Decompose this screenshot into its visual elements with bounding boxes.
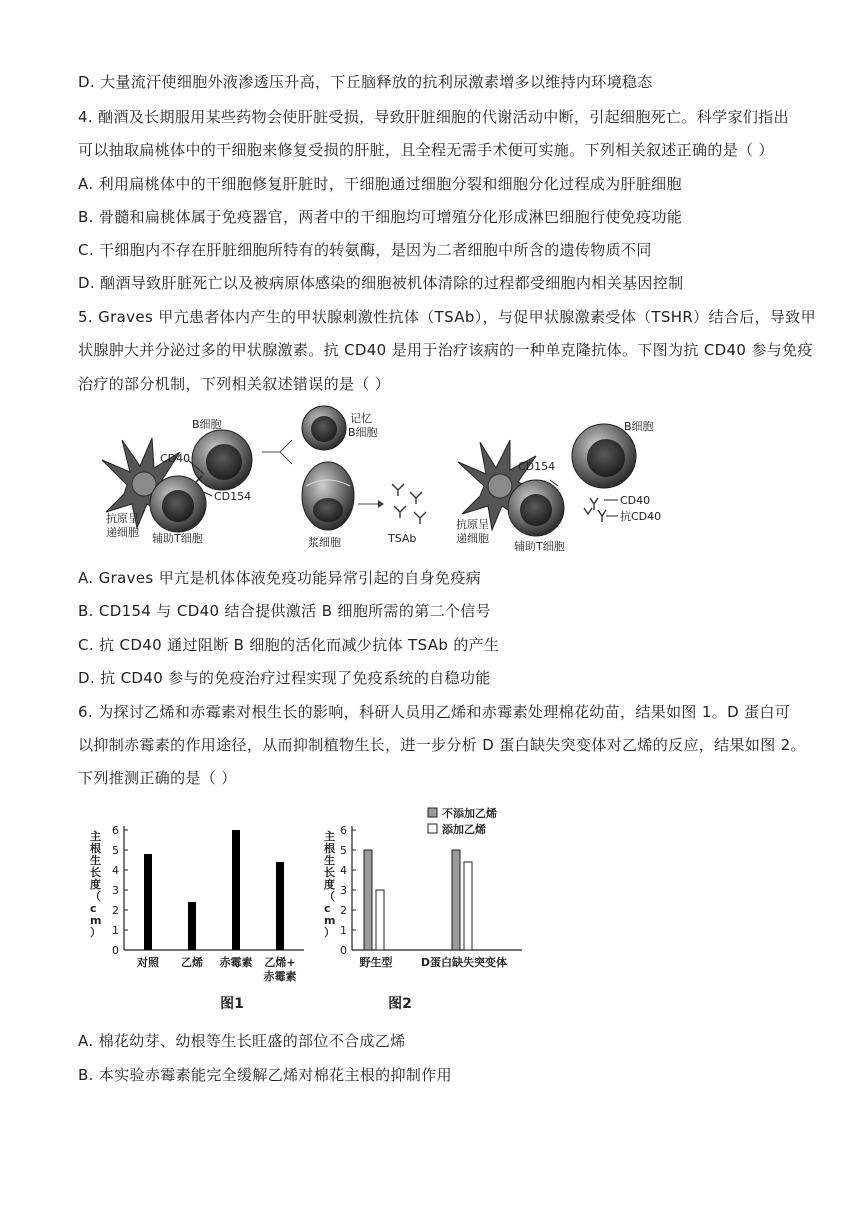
label-b-cell-right: B细胞 xyxy=(624,420,654,433)
q4-option-b: B. 骨髓和扁桃体属于免疫器官，两者中的干细胞均可增殖分化形成淋巴细胞行使免疫功能 xyxy=(78,208,683,226)
immune-mechanism-figure xyxy=(92,400,712,560)
q5-option-a: A. Graves 甲亢是机体体液免疫功能异常引起的自身免疫病 xyxy=(78,569,482,587)
q6-stem-line-3: 下列推测正确的是（ ） xyxy=(78,769,237,787)
fig2-bar xyxy=(376,890,384,950)
fig1-category-label: 赤霉素 xyxy=(219,956,253,969)
q5-option-c: C. 抗 CD40 通过阻断 B 细胞的活化而减少抗体 TSAb 的产生 xyxy=(78,636,500,654)
fig2-category-label: 野生型 xyxy=(359,956,393,969)
helper-t-cell-right xyxy=(508,480,564,536)
fig2-bar xyxy=(464,862,472,950)
label-b-cell: B细胞 xyxy=(192,418,222,431)
helper-t-cell-left xyxy=(150,476,206,532)
fig1-y-tick-label: 5 xyxy=(112,844,119,857)
label-plasma-cell: 浆细胞 xyxy=(308,536,341,549)
q4-option-d: D. 酗酒导致肝脏死亡以及被病原体感染的细胞被机体清除的过程都受细胞内相关基因控制 xyxy=(78,274,684,292)
label-cd154: CD154 xyxy=(214,490,252,503)
differentiation-arrows xyxy=(262,440,292,464)
fig2-legend-label: 添加乙烯 xyxy=(442,823,486,836)
q6-option-b: B. 本实验赤霉素能完全缓解乙烯对棉花主根的抑制作用 xyxy=(78,1066,452,1084)
fig1-bar xyxy=(276,862,284,950)
figure-2-chart xyxy=(318,800,528,1018)
label-memory-line2: B细胞 xyxy=(348,426,378,439)
label-apc-line1: 抗原呈 xyxy=(106,512,139,525)
label-helper-t-right: 辅助T细胞 xyxy=(514,540,565,553)
q6-stem-line-2: 以抑制赤霉素的作用途径，从而抑制植物生长，进一步分析 D 蛋白缺失突变体对乙烯的反应，结果如图 2。 xyxy=(78,736,806,754)
fig1-category-label: 对照 xyxy=(137,956,159,969)
q3-option-d: D. 大量流汗使细胞外液渗透压升高，下丘脑释放的抗利尿激素增多以维持内环境稳态 xyxy=(78,73,653,91)
q5-stem-line-1: 5. Graves 甲亢患者体内产生的甲状腺刺激性抗体（TSAb），与促甲状腺激素受体（TSHR）结合后，导致甲 xyxy=(78,308,816,326)
fig1-bar xyxy=(144,854,152,950)
tsab-antibodies xyxy=(392,484,426,524)
fig2-legend-swatch xyxy=(428,808,437,817)
fig1-bar xyxy=(188,902,196,950)
memory-b-cell xyxy=(302,406,346,450)
fig2-y-tick-label: 3 xyxy=(340,884,347,897)
label-cd40-right: CD40 xyxy=(620,494,651,507)
fig1-bar xyxy=(232,830,240,950)
fig1-category-label: 乙烯+ xyxy=(264,956,296,969)
fig2-y-axis-label: 主根生长度（ c m ） xyxy=(324,830,336,939)
fig2-y-tick-label: 4 xyxy=(340,864,347,877)
q4-option-c: C. 干细胞内不存在肝脏细胞所特有的转氨酶，是因为二者细胞中所含的遗传物质不同 xyxy=(78,241,652,259)
fig1-y-tick-label: 2 xyxy=(112,904,119,917)
fig1-y-tick-label: 4 xyxy=(112,864,119,877)
fig1-category-label: 赤霉素 xyxy=(263,970,297,983)
q5-option-d: D. 抗 CD40 参与的免疫治疗过程实现了免疫系统的自稳功能 xyxy=(78,669,491,687)
label-cd154-right: CD154 xyxy=(518,460,556,473)
plasma-cell xyxy=(302,462,354,530)
q6-option-a: A. 棉花幼芽、幼根等生长旺盛的部位不合成乙烯 xyxy=(78,1032,406,1050)
anti-cd40-antibodies xyxy=(584,498,606,522)
label-apc-right-line2: 递细胞 xyxy=(456,532,489,545)
q5-option-b: B. CD154 与 CD40 结合提供激活 B 细胞所需的第二个信号 xyxy=(78,602,491,620)
b-cell-left xyxy=(192,430,252,490)
fig1-y-tick-label: 6 xyxy=(112,824,119,837)
fig1-y-tick-label: 0 xyxy=(112,944,119,957)
fig2-y-tick-label: 1 xyxy=(340,924,347,937)
fig1-category-label: 乙烯 xyxy=(181,956,203,969)
label-memory-line1: 记忆 xyxy=(350,412,372,425)
fig2-y-tick-label: 6 xyxy=(340,824,347,837)
fig2-bar xyxy=(452,850,460,950)
fig2-category-label: D蛋白缺失突变体 xyxy=(420,956,508,969)
label-anti-cd40: 抗CD40 xyxy=(620,510,662,523)
label-tsab: TSAb xyxy=(388,532,417,545)
fig1-title: 图1 xyxy=(220,996,244,1012)
label-helper-t: 辅助T细胞 xyxy=(152,532,203,545)
fig2-legend-swatch xyxy=(428,824,437,833)
fig2-y-tick-label: 2 xyxy=(340,904,347,917)
q4-stem-line-2: 可以抽取扁桃体中的干细胞来修复受损的肝脏，且全程无需手术便可实施。下列相关叙述正确的是（ ） xyxy=(78,141,774,159)
fig2-title: 图2 xyxy=(388,996,412,1012)
label-apc-right-line1: 抗原呈 xyxy=(456,518,489,531)
q5-stem-line-2: 状腺肿大并分泌过多的甲状腺激素。抗 CD40 是用于治疗该病的一种单克隆抗体。下图为抗 CD40 参与免疫 xyxy=(78,341,813,359)
fig2-bar xyxy=(364,850,372,950)
fig2-y-tick-label: 0 xyxy=(340,944,347,957)
fig1-y-tick-label: 3 xyxy=(112,884,119,897)
fig1-y-axis-label: 主根生长度（ c m ） xyxy=(90,830,102,939)
fig1-y-tick-label: 1 xyxy=(112,924,119,937)
cd154-pointer-left xyxy=(204,492,212,496)
label-cd40: CD40 xyxy=(160,452,191,465)
q5-stem-line-3: 治疗的部分机制，下列相关叙述错误的是（ ） xyxy=(78,375,391,393)
fig2-legend-label: 不添加乙烯 xyxy=(442,807,497,820)
q4-option-a: A. 利用扁桃体中的干细胞修复肝脏时，干细胞通过细胞分裂和细胞分化过程成为肝脏细胞 xyxy=(78,175,682,193)
label-apc-line2: 递细胞 xyxy=(106,526,139,539)
q6-stem-line-1: 6. 为探讨乙烯和赤霉素对根生长的影响，科研人员用乙烯和赤霉素处理棉花幼苗，结果如图 1。D 蛋白可 xyxy=(78,703,791,721)
b-cell-right xyxy=(572,424,636,488)
q4-stem-line-1: 4. 酗酒及长期服用某些药物会使肝脏受损，导致肝脏细胞的代谢活动中断，引起细胞死亡。科学家们指出 xyxy=(78,108,789,126)
figure-1-chart xyxy=(82,800,312,1018)
fig2-y-tick-label: 5 xyxy=(340,844,347,857)
